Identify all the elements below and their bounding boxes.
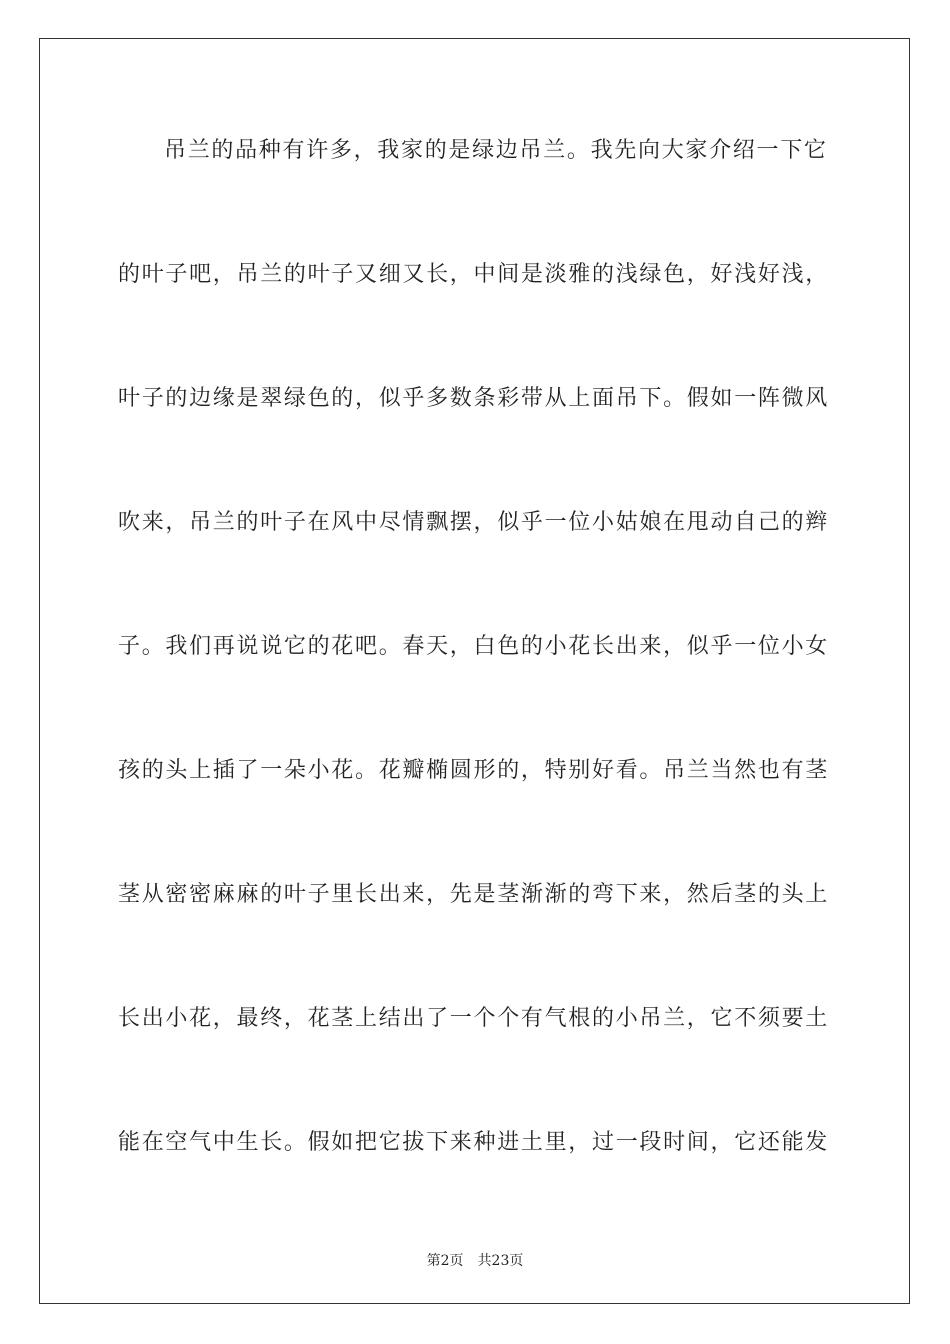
page-frame [39,38,910,1304]
text-line-3: 叶子的边缘是翠绿色的，似乎多数条彩带从上面吊下。假如一阵微风 [118,386,830,411]
text-line-5: 子。我们再说说它的花吧。春天，白色的小花长出来，似乎一位小女 [118,634,830,659]
text-line-8: 长出小花，最终，花茎上结出了一个个有气根的小吊兰，它不须要土 [118,1006,830,1031]
page-total: 共23页 [477,1253,524,1269]
text-line-6: 孩的头上插了一朵小花。花瓣椭圆形的，特别好看。吊兰当然也有茎 [118,758,830,783]
text-line-7: 茎从密密麻麻的叶子里长出来，先是茎渐渐的弯下来，然后茎的头上 [118,882,830,907]
text-line-4: 吹来，吊兰的叶子在风中尽情飘摆，似乎一位小姑娘在甩动自己的辫 [118,510,830,535]
text-line-2: 的叶子吧，吊兰的叶子又细又长，中间是淡雅的浅绿色，好浅好浅， [118,262,830,287]
page-number: 第2页 [426,1253,464,1269]
text-line-1: 吊兰的品种有许多，我家的是绿边吊兰。我先向大家介绍一下它 [164,138,828,163]
text-line-9: 能在空气中生长。假如把它拔下来种进土里，过一段时间，它还能发 [118,1130,830,1155]
page-footer [0,1250,950,1270]
